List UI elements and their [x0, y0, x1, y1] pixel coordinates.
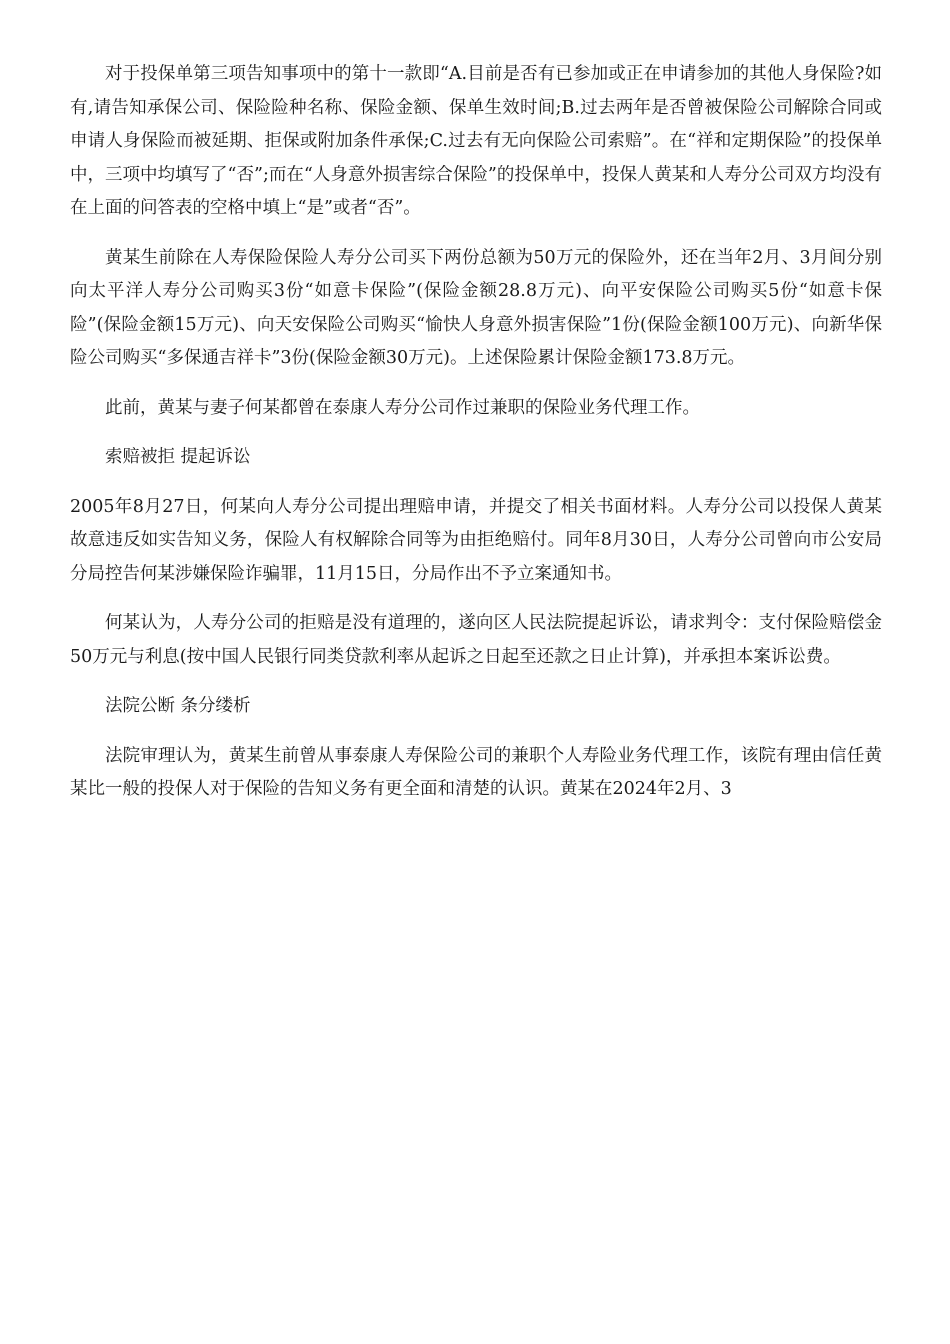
paragraph-other-policies: 黄某生前除在人寿保险保险人寿分公司买下两份总额为50万元的保险外，还在当年2月、3月间分别向太平洋人寿分公司购买3份“如意卡保险”(保险金额28.8万元)、向平安保险公司购买5份“如意卡保险”(保险金额15万元)、向天安保险公司购买“愉快人身意外损害保险”1份(保险金额100万元)、向新华保险公司购买“多保通吉祥卡”3份(保险金额30万元)。上述保险累计保险金额173.8万元。: [70, 247, 882, 368]
section-heading-claim-rejected: 索赔被拒 提起诉讼: [105, 447, 251, 467]
section-heading-court-ruling: 法院公断 条分缕析: [105, 696, 251, 716]
document-page: [70, 58, 882, 807]
paragraph-claim-application: 2005年8月27日，何某向人寿分公司提出理赔申请，并提交了相关书面材料。人寿分公司以投保人黄某故意违反如实告知义务，保险人有权解除合同等为由拒绝赔付。同年8月30日，人寿分公司曾向市公安局分局控告何某涉嫌保险诈骗罪，11月15日，分局作出不予立案通知书。: [70, 496, 882, 584]
paragraph-disclosure-terms: 对于投保单第三项告知事项中的第十一款即“A.目前是否有已参加或正在申请参加的其他人身保险?如有,请告知承保公司、保险险种名称、保险金额、保单生效时间;B.过去两年是否曾被保险公司解除合同或申请人身保险而被延期、拒保或附加条件承保;C.过去有无向保险公司索赔”。在“祥和定期保险”的投保单中，三项中均填写了“否”;而在“人身意外损害综合保险”的投保单中，投保人黄某和人寿分公司双方均没有在上面的问答表的空格中填上“是”或者“否”。: [70, 64, 882, 218]
paragraph-agent-background: 此前，黄某与妻子何某都曾在泰康人寿分公司作过兼职的保险业务代理工作。: [105, 397, 700, 418]
paragraph-lawsuit: 何某认为，人寿分公司的拒赔是没有道理的，遂向区人民法院提起诉讼，请求判令：支付保险赔偿金50万元与利息(按中国人民银行同类贷款利率从起诉之日起至还款之日止计算)，并承担本案诉讼费。: [70, 613, 882, 667]
paragraph-court-analysis: 法院审理认为，黄某生前曾从事泰康人寿保险公司的兼职个人寿险业务代理工作，该院有理由信任黄某比一般的投保人对于保险的告知义务有更全面和清楚的认识。黄某在2024年2月、3: [70, 745, 882, 799]
